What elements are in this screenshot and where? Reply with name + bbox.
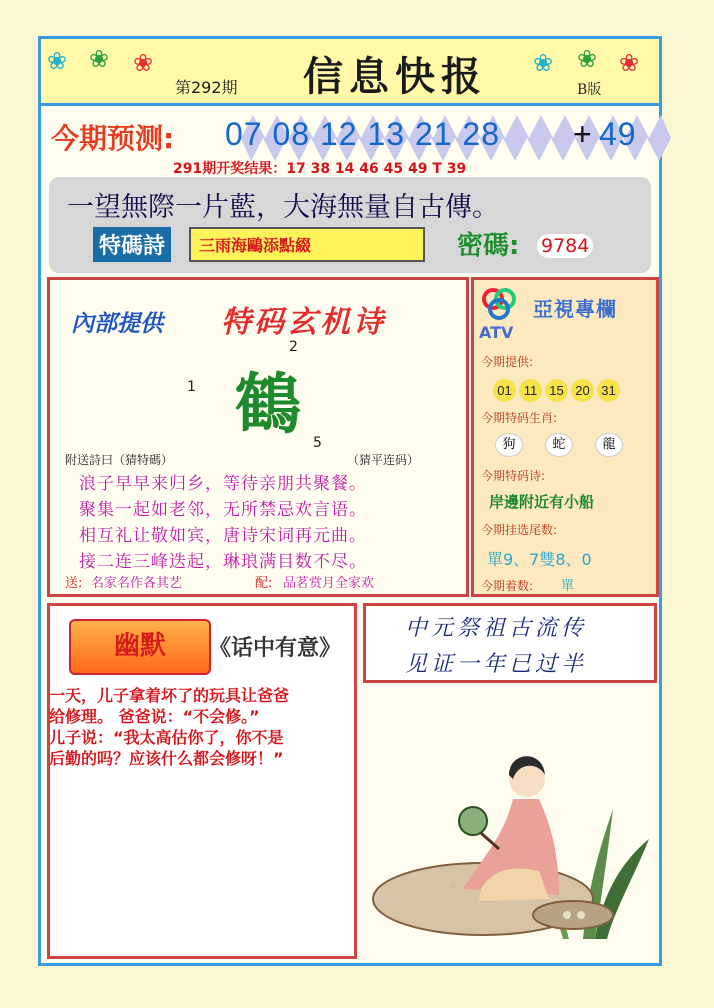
lady-illustration xyxy=(363,689,657,961)
atv-tail: 單9、7雙8、0 xyxy=(487,550,592,569)
zodiac-badge: 蛇 xyxy=(545,433,573,457)
number-ball: 20 xyxy=(571,379,594,402)
gift-text: 名家名作各其艺 xyxy=(91,576,183,591)
flower-icon: ❀ xyxy=(133,49,154,77)
mystery-heading-b: 特码玄机诗 xyxy=(221,305,386,340)
prediction-label: 今期预测: xyxy=(51,122,175,155)
flower-icon: ❀ xyxy=(47,47,68,75)
joke-line: 后勤的吗？应该什么都会修呀！” xyxy=(49,749,284,768)
atv-pick: 單 xyxy=(561,579,575,594)
atv-pick-label: 今期着数: xyxy=(481,579,534,593)
password-value: 9784 xyxy=(537,234,593,258)
flower-icon: ❀ xyxy=(619,49,640,77)
plus-sign: + xyxy=(573,116,593,152)
joke-line: 一天，儿子拿着坏了的玩具让爸爸 xyxy=(49,686,290,705)
version-label: B版 xyxy=(577,82,602,98)
atv-zodiac-row xyxy=(495,433,645,457)
note-left: 附送詩曰（猜特碼） xyxy=(65,453,174,467)
prediction-numbers: 07 08 12 13 21 28 xyxy=(225,116,501,152)
flower-icon: ❀ xyxy=(533,49,554,77)
atv-title: 亞視專欄 xyxy=(533,297,617,321)
flower-icon: ❀ xyxy=(577,45,598,73)
crane-character: 鶴 xyxy=(235,365,301,443)
poem-line: 浪子早早来归乡，等待亲朋共聚餐。 xyxy=(79,474,367,494)
gift-label: 送: xyxy=(65,576,83,591)
atv-poem-label: 今期特码诗: xyxy=(481,469,546,483)
verse-text: 一望無際一片藍，大海無量自古傳。 xyxy=(67,192,499,223)
number-ball: 11 xyxy=(519,379,542,402)
joke-line: 儿子说：“我太高估你了，你不是 xyxy=(49,728,284,747)
atv-tag: ATV xyxy=(479,323,514,342)
poem-line: 相互礼让敬如宾，唐诗宋词再元曲。 xyxy=(79,526,367,546)
atv-logo-icon xyxy=(481,287,517,321)
match-text: 品茗赏月全家欢 xyxy=(283,576,375,591)
match-label: 配: xyxy=(255,576,273,591)
mark-1: 1 xyxy=(187,379,196,395)
number-ball: 15 xyxy=(545,379,568,402)
header-bar xyxy=(41,39,659,106)
mystery-heading-a: 內部提供 xyxy=(71,311,163,337)
atv-balls xyxy=(493,379,623,402)
number-ball: 31 xyxy=(597,379,620,402)
last-result: 291期开奖结果：17 38 14 46 45 49 T 39 xyxy=(173,161,467,177)
atv-provide-label: 今期提供: xyxy=(481,355,534,369)
humor-badge: 幽默 xyxy=(69,619,211,675)
issue-number: 第292期 xyxy=(175,78,238,97)
page-title: 信息快报 xyxy=(303,53,487,100)
atv-poem: 岸邊附近有小船 xyxy=(489,493,595,511)
special-poem-text: 三雨海鷗添點綴 xyxy=(189,227,425,262)
special-number: 49 xyxy=(599,116,637,152)
poem-line: 聚集一起如老邻，无所禁忌欢言语。 xyxy=(79,500,367,520)
couplet-line-1: 中元祭祖古流传 xyxy=(405,616,588,641)
note-right: （猜平连码） xyxy=(347,453,420,467)
mark-5: 5 xyxy=(313,435,322,451)
page-frame xyxy=(38,36,662,966)
couplet-line-2: 见证一年已过半 xyxy=(405,652,588,677)
zodiac-badge: 龍 xyxy=(595,433,623,457)
number-ball: 01 xyxy=(493,379,516,402)
atv-zodiac-label: 今期特码生肖: xyxy=(481,411,558,425)
joke-line: 给修理。 爸爸说：“不会修。” xyxy=(49,707,260,726)
password-label: 密碼: xyxy=(457,231,520,261)
atv-tail-label: 今期挂选尾数: xyxy=(481,523,558,537)
humor-subtitle: 《话中有意》 xyxy=(209,635,342,661)
special-poem-label: 特碼詩 xyxy=(93,227,171,262)
zodiac-badge: 狗 xyxy=(495,433,523,457)
flower-icon: ❀ xyxy=(89,45,110,73)
poem-line: 接二连三峰迭起，琳琅满目数不尽。 xyxy=(79,552,367,572)
mark-2: 2 xyxy=(289,339,298,355)
